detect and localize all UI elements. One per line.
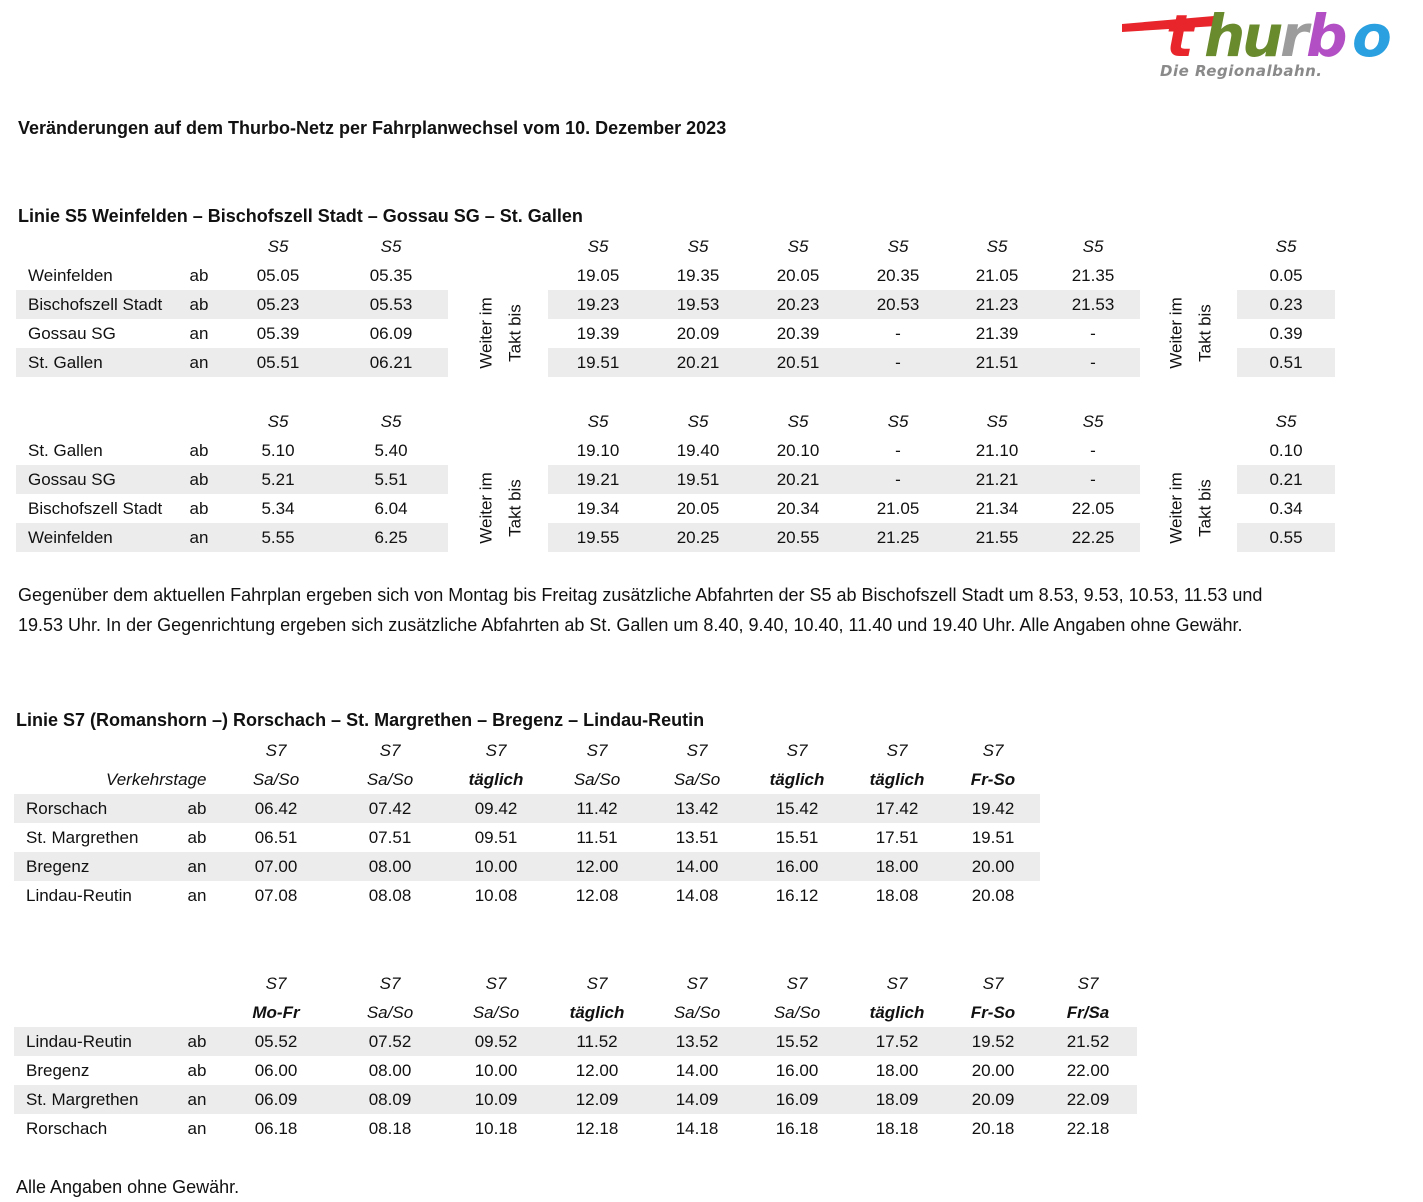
svg-text:o: o (1352, 4, 1392, 64)
logo-tagline: Die Regionalbahn. (1160, 62, 1323, 80)
time-cell: 08.18 (368, 1119, 412, 1138)
time-cell: 19.05 (576, 266, 620, 285)
train-header: S5 (887, 237, 909, 256)
takt-note-label: Weiter im (1166, 297, 1186, 369)
time-cell: 11.51 (576, 828, 618, 847)
time-cell: - (1090, 470, 1096, 489)
s5-note-line2: 19.53 Uhr. In der Gegenrichtung ergeben sich zusätzliche Abfahrten ab St. Gallen um 8.40, 9.40, 10.40, 11.40 und 19.40 Uhr. Alle Angaben ohne Gewähr. (18, 615, 1243, 635)
time-cell: 21.51 (975, 353, 1019, 372)
time-cell: 0.51 (1269, 353, 1303, 372)
time-cell: 22.09 (1066, 1090, 1110, 1109)
time-cell: 18.18 (875, 1119, 919, 1138)
time-cell: 15.42 (775, 799, 819, 818)
time-cell: 22.00 (1066, 1061, 1110, 1080)
time-cell: 20.09 (971, 1090, 1015, 1109)
time-cell: 16.00 (775, 1061, 819, 1080)
time-cell: 14.00 (675, 857, 719, 876)
time-cell: 11.42 (576, 799, 618, 818)
time-cell: 20.09 (676, 324, 720, 343)
station-name: Lindau-Reutin (26, 1032, 132, 1051)
time-cell: 06.18 (254, 1119, 298, 1138)
time-cell: 22.05 (1071, 499, 1115, 518)
time-cell: 19.40 (676, 441, 720, 460)
service-days: Sa/So (673, 770, 721, 789)
svg-text:b: b (1306, 4, 1348, 64)
service-days: täglich (869, 770, 925, 789)
time-cell: 19.51 (576, 353, 620, 372)
time-cell: 16.09 (775, 1090, 819, 1109)
time-cell: - (1090, 324, 1096, 343)
direction-label: ab (189, 470, 209, 489)
time-cell: 19.55 (576, 528, 620, 547)
s5-note-line1: Gegenüber dem aktuellen Fahrplan ergeben sich von Montag bis Freitag zusätzliche Abfahrten der S5 ab Bischofszell Stadt um 8.53, 9.53, 10.53, 11.53 und (18, 585, 1263, 605)
direction-label: ab (189, 441, 209, 460)
time-cell: 21.52 (1066, 1032, 1110, 1051)
train-header: S5 (1082, 237, 1104, 256)
direction-label: ab (189, 295, 209, 314)
time-cell: 10.00 (474, 857, 518, 876)
time-cell: 19.34 (576, 499, 620, 518)
takt-note-label: Takt bis (505, 479, 525, 537)
time-cell: 10.18 (474, 1119, 518, 1138)
train-header: S7 (265, 974, 287, 993)
direction-label: an (189, 528, 209, 547)
time-cell: 08.00 (368, 1061, 412, 1080)
footer-disclaimer: Alle Angaben ohne Gewähr. (16, 1177, 240, 1197)
time-cell: 20.00 (971, 857, 1015, 876)
time-cell: 12.00 (575, 857, 619, 876)
direction-label: an (187, 1119, 207, 1138)
time-cell: 05.53 (369, 295, 413, 314)
service-days: Mo-Fr (252, 1003, 300, 1022)
s5-heading: Linie S5 Weinfelden – Bischofszell Stadt – Gossau SG – St. Gallen (18, 206, 583, 226)
direction-label: ab (187, 1061, 207, 1080)
svg-text:r: r (1280, 4, 1309, 64)
station-name: Weinfelden (28, 266, 113, 285)
service-days: Fr-So (970, 1003, 1016, 1022)
days-label: Verkehrstage (106, 770, 207, 789)
time-cell: 20.18 (971, 1119, 1015, 1138)
station-name: St. Margrethen (26, 828, 139, 847)
time-cell: 20.05 (776, 266, 820, 285)
time-cell: 19.42 (971, 799, 1015, 818)
time-cell: - (895, 324, 901, 343)
time-cell: 21.23 (975, 295, 1019, 314)
time-cell: 20.10 (776, 441, 820, 460)
page-title: Veränderungen auf dem Thurbo-Netz per Fahrplanwechsel vom 10. Dezember 2023 (18, 118, 727, 138)
station-name: Bregenz (26, 1061, 90, 1080)
time-cell: 17.52 (875, 1032, 919, 1051)
station-name: Rorschach (26, 1119, 108, 1138)
time-cell: 20.21 (676, 353, 720, 372)
time-cell: 20.25 (676, 528, 720, 547)
train-header: S5 (887, 412, 909, 431)
train-header: S7 (686, 974, 708, 993)
time-cell: 21.05 (975, 266, 1019, 285)
time-cell: 09.51 (474, 828, 518, 847)
time-cell: 19.51 (971, 828, 1015, 847)
service-days: täglich (769, 770, 825, 789)
time-cell: 09.52 (474, 1032, 518, 1051)
service-days: täglich (468, 770, 524, 789)
time-cell: 15.52 (775, 1032, 819, 1051)
service-days: Sa/So (573, 770, 621, 789)
direction-label: ab (189, 499, 209, 518)
time-cell: 14.09 (675, 1090, 719, 1109)
station-name: Lindau-Reutin (26, 886, 132, 905)
train-header: S5 (1275, 412, 1297, 431)
direction-label: an (187, 1090, 207, 1109)
time-cell: 5.55 (261, 528, 295, 547)
time-cell: 22.18 (1066, 1119, 1110, 1138)
thurbo-logo-graphic (1118, 4, 1418, 64)
time-cell: 20.53 (876, 295, 920, 314)
svg-text:u: u (1242, 4, 1284, 64)
time-cell: 21.35 (1071, 266, 1115, 285)
time-cell: 0.55 (1269, 528, 1303, 547)
train-header: S5 (380, 237, 402, 256)
row-shade (548, 465, 1140, 494)
train-header: S7 (786, 741, 808, 760)
time-cell: 5.51 (374, 470, 408, 489)
time-cell: 06.51 (254, 828, 298, 847)
service-days: Sa/So (773, 1003, 821, 1022)
station-name: Gossau SG (28, 470, 116, 489)
time-cell: 05.51 (256, 353, 300, 372)
train-header: S5 (380, 412, 402, 431)
time-cell: 0.05 (1269, 266, 1303, 285)
time-cell: 16.00 (775, 857, 819, 876)
time-cell: 06.21 (369, 353, 413, 372)
direction-label: ab (187, 799, 207, 818)
time-cell: - (895, 470, 901, 489)
time-cell: 17.51 (875, 828, 919, 847)
time-cell: 22.25 (1071, 528, 1115, 547)
direction-label: ab (187, 1032, 207, 1051)
time-cell: 08.09 (368, 1090, 412, 1109)
service-days: Sa/So (252, 770, 300, 789)
takt-note-label: Weiter im (476, 472, 496, 544)
time-cell: 07.42 (368, 799, 412, 818)
time-cell: 5.34 (261, 499, 295, 518)
station-name: St. Gallen (28, 441, 103, 460)
takt-note-label: Takt bis (505, 304, 525, 362)
time-cell: 10.00 (474, 1061, 518, 1080)
time-cell: 18.09 (875, 1090, 919, 1109)
station-name: Bischofszell Stadt (28, 295, 163, 314)
train-header: S5 (787, 412, 809, 431)
direction-label: an (187, 886, 207, 905)
direction-label: an (189, 324, 209, 343)
train-header: S5 (267, 237, 289, 256)
time-cell: 20.23 (776, 295, 820, 314)
time-cell: 05.52 (254, 1032, 298, 1051)
time-cell: 0.10 (1269, 441, 1303, 460)
time-cell: 20.21 (776, 470, 820, 489)
time-cell: 14.18 (675, 1119, 719, 1138)
time-cell: 17.42 (875, 799, 919, 818)
station-name: Weinfelden (28, 528, 113, 547)
time-cell: 5.40 (374, 441, 408, 460)
service-days: Sa/So (673, 1003, 721, 1022)
time-cell: 19.21 (576, 470, 620, 489)
train-header: S5 (267, 412, 289, 431)
time-cell: 05.39 (256, 324, 300, 343)
station-name: Bischofszell Stadt (28, 499, 163, 518)
time-cell: 19.53 (676, 295, 720, 314)
time-cell: 19.10 (576, 441, 620, 460)
service-days: Fr/Sa (1066, 1003, 1110, 1022)
time-cell: 13.42 (675, 799, 719, 818)
time-cell: 21.55 (975, 528, 1019, 547)
time-cell: 20.34 (776, 499, 820, 518)
time-cell: 14.00 (675, 1061, 719, 1080)
station-name: St. Gallen (28, 353, 103, 372)
row-shade (548, 290, 1140, 319)
time-cell: 06.09 (254, 1090, 298, 1109)
time-cell: 16.18 (775, 1119, 819, 1138)
time-cell: 6.04 (374, 499, 408, 518)
time-cell: 20.08 (971, 886, 1015, 905)
time-cell: 21.34 (975, 499, 1019, 518)
time-cell: 13.51 (675, 828, 719, 847)
train-header: S7 (586, 974, 608, 993)
time-cell: 06.09 (369, 324, 413, 343)
time-cell: 19.35 (676, 266, 720, 285)
time-cell: 16.12 (775, 886, 819, 905)
train-header: S7 (886, 974, 908, 993)
time-cell: 21.21 (975, 470, 1019, 489)
time-cell: 05.35 (369, 266, 413, 285)
time-cell: 06.00 (254, 1061, 298, 1080)
station-name: Bregenz (26, 857, 90, 876)
time-cell: 12.09 (575, 1090, 619, 1109)
svg-text:h: h (1204, 4, 1246, 64)
time-cell: 07.08 (254, 886, 298, 905)
time-cell: 12.18 (575, 1119, 619, 1138)
service-days: Sa/So (366, 1003, 414, 1022)
time-cell: 08.00 (368, 857, 412, 876)
train-header: S7 (379, 741, 401, 760)
direction-label: ab (189, 266, 209, 285)
train-header: S5 (1275, 237, 1297, 256)
time-cell: 05.05 (256, 266, 300, 285)
service-days: täglich (869, 1003, 925, 1022)
row-shade (548, 348, 1140, 377)
time-cell: 13.52 (675, 1032, 719, 1051)
train-header: S5 (986, 237, 1008, 256)
time-cell: 5.21 (261, 470, 295, 489)
time-cell: 05.23 (256, 295, 300, 314)
train-header: S7 (485, 741, 507, 760)
time-cell: - (1090, 441, 1096, 460)
station-name: Gossau SG (28, 324, 116, 343)
time-cell: 12.00 (575, 1061, 619, 1080)
row-shade (548, 523, 1140, 552)
time-cell: 14.08 (675, 886, 719, 905)
takt-note-label: Takt bis (1195, 304, 1215, 362)
time-cell: 10.08 (474, 886, 518, 905)
time-cell: 20.39 (776, 324, 820, 343)
train-header: S7 (982, 974, 1004, 993)
time-cell: 10.09 (474, 1090, 518, 1109)
time-cell: 21.39 (975, 324, 1019, 343)
time-cell: 18.00 (875, 857, 919, 876)
svg-text:t: t (1166, 4, 1194, 64)
takt-note-label: Takt bis (1195, 479, 1215, 537)
time-cell: 06.42 (254, 799, 298, 818)
takt-note-label: Weiter im (1166, 472, 1186, 544)
time-cell: 15.51 (775, 828, 819, 847)
service-days: Sa/So (472, 1003, 520, 1022)
time-cell: 19.39 (576, 324, 620, 343)
time-cell: 08.08 (368, 886, 412, 905)
time-cell: - (895, 441, 901, 460)
train-header: S5 (986, 412, 1008, 431)
time-cell: 21.25 (876, 528, 920, 547)
time-cell: 07.00 (254, 857, 298, 876)
time-cell: 21.10 (975, 441, 1019, 460)
time-cell: 0.21 (1269, 470, 1303, 489)
train-header: S7 (265, 741, 287, 760)
time-cell: 20.51 (776, 353, 820, 372)
time-cell: - (1090, 353, 1096, 372)
time-cell: 0.39 (1269, 324, 1303, 343)
train-header: S7 (982, 741, 1004, 760)
train-header: S5 (1082, 412, 1104, 431)
time-cell: 0.34 (1269, 499, 1303, 518)
time-cell: 18.08 (875, 886, 919, 905)
time-cell: 20.35 (876, 266, 920, 285)
station-name: Rorschach (26, 799, 108, 818)
train-header: S7 (1077, 974, 1099, 993)
train-header: S7 (686, 741, 708, 760)
direction-label: ab (187, 828, 207, 847)
train-header: S7 (586, 741, 608, 760)
train-header: S7 (485, 974, 507, 993)
time-cell: 19.23 (576, 295, 620, 314)
service-days: Fr-So (970, 770, 1016, 789)
train-header: S5 (687, 237, 709, 256)
service-days: täglich (569, 1003, 625, 1022)
time-cell: - (895, 353, 901, 372)
time-cell: 20.00 (971, 1061, 1015, 1080)
direction-label: an (189, 353, 209, 372)
train-header: S7 (379, 974, 401, 993)
direction-label: an (187, 857, 207, 876)
train-header: S7 (786, 974, 808, 993)
train-header: S5 (687, 412, 709, 431)
time-cell: 20.05 (676, 499, 720, 518)
s7-heading: Linie S7 (Romanshorn –) Rorschach – St. Margrethen – Bregenz – Lindau-Reutin (16, 710, 705, 730)
time-cell: 09.42 (474, 799, 518, 818)
time-cell: 12.08 (575, 886, 619, 905)
time-cell: 20.55 (776, 528, 820, 547)
time-cell: 07.52 (368, 1032, 412, 1051)
time-cell: 19.52 (971, 1032, 1015, 1051)
time-cell: 18.00 (875, 1061, 919, 1080)
time-cell: 07.51 (368, 828, 412, 847)
time-cell: 19.51 (676, 470, 720, 489)
train-header: S5 (787, 237, 809, 256)
time-cell: 6.25 (374, 528, 408, 547)
time-cell: 5.10 (261, 441, 295, 460)
station-name: St. Margrethen (26, 1090, 139, 1109)
time-cell: 21.05 (876, 499, 920, 518)
train-header: S7 (886, 741, 908, 760)
time-cell: 0.23 (1269, 295, 1303, 314)
time-cell: 21.53 (1071, 295, 1115, 314)
train-header: S5 (587, 412, 609, 431)
service-days: Sa/So (366, 770, 414, 789)
train-header: S5 (587, 237, 609, 256)
takt-note-label: Weiter im (476, 297, 496, 369)
time-cell: 11.52 (576, 1032, 618, 1051)
